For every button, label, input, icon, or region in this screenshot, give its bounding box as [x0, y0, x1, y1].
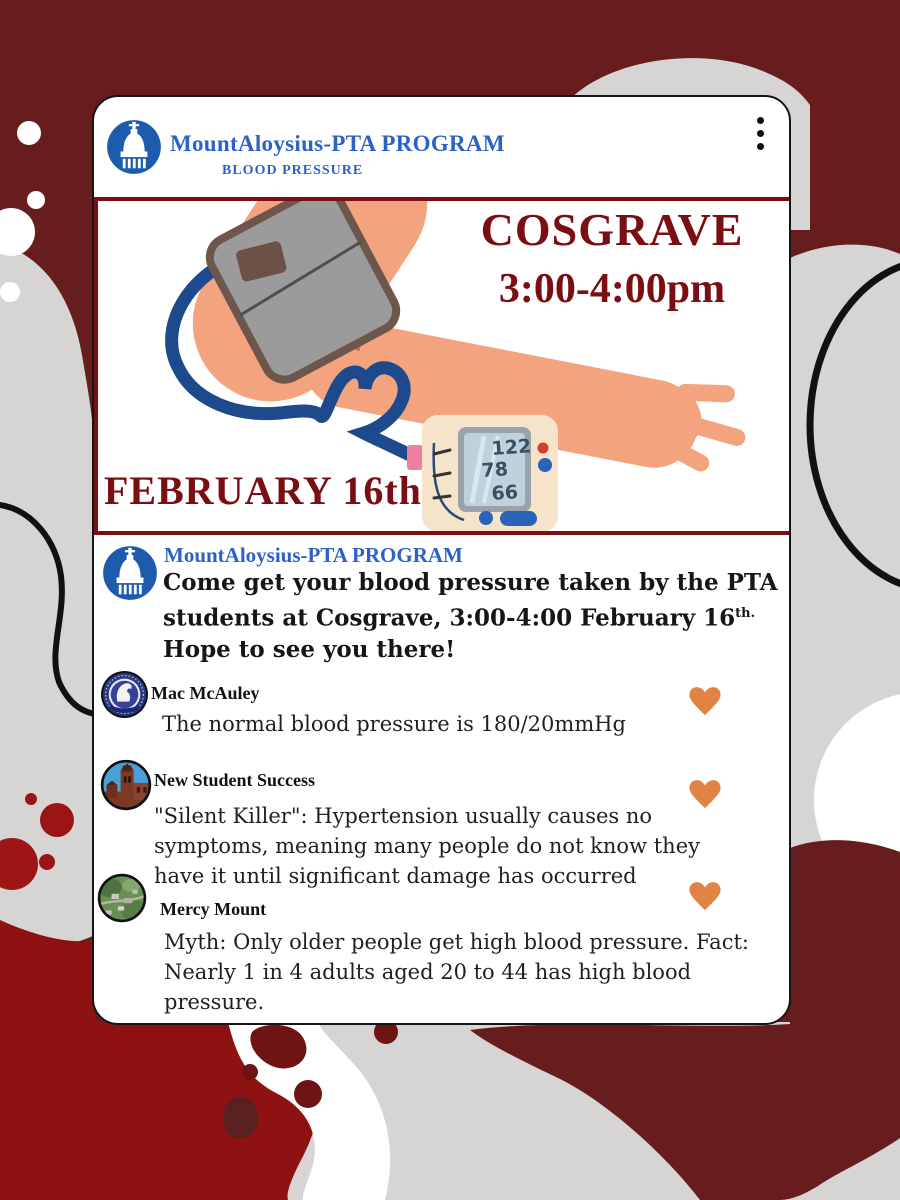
page-title: MountAloysius-PTA PROGRAM — [170, 131, 505, 156]
comment-text: The normal blood pressure is 180/20mmHg — [162, 712, 626, 736]
post-author-avatar[interactable] — [102, 545, 158, 601]
program-logo-icon — [106, 119, 162, 175]
commenter-name[interactable]: Mercy Mount — [160, 899, 267, 919]
post-body-main: Come get your blood pressure taken by the PTA students at Cosgrave, 3:00-4:00 February 16 — [163, 569, 778, 632]
systolic-reading: 122 — [490, 435, 532, 460]
commenter-name[interactable]: Mac McAuley — [151, 683, 260, 703]
pulse-reading: 66 — [490, 481, 519, 505]
post-card — [92, 95, 791, 1025]
event-time: 3:00-4:00pm — [498, 266, 726, 312]
orange-heart-icon[interactable] — [688, 778, 722, 810]
diastolic-reading: 78 — [480, 458, 509, 482]
commenter-avatar-campus-aerial[interactable] — [97, 873, 147, 923]
orange-heart-icon[interactable] — [688, 880, 722, 912]
kebab-menu-icon[interactable] — [755, 117, 765, 156]
event-date: FEBRUARY 16th — [104, 468, 422, 513]
page-subtitle: BLOOD PRESSURE — [222, 163, 364, 178]
comment-text: "Silent Killer": Hypertension usually causes no symptoms, meaning many people do not know they have it until significant damage has occurred — [154, 804, 700, 888]
post-body-superscript: th. — [735, 606, 756, 621]
post-image[interactable] — [94, 197, 791, 535]
post-body-tail: Hope to see you there! — [163, 635, 456, 663]
commenter-name[interactable]: New Student Success — [154, 770, 316, 790]
post-body-text — [163, 567, 791, 665]
orange-heart-icon[interactable] — [688, 685, 722, 717]
commenter-avatar-college-seal[interactable] — [100, 670, 149, 719]
post-author-name[interactable]: MountAloysius-PTA PROGRAM — [164, 543, 463, 567]
commenter-avatar-campus-building[interactable] — [100, 759, 152, 811]
comment-text: Myth: Only older people get high blood pressure. Fact: Nearly 1 in 4 adults aged 20 to 44 has high blood pressure. — [164, 930, 749, 1014]
event-location: COSGRAVE — [480, 204, 744, 255]
